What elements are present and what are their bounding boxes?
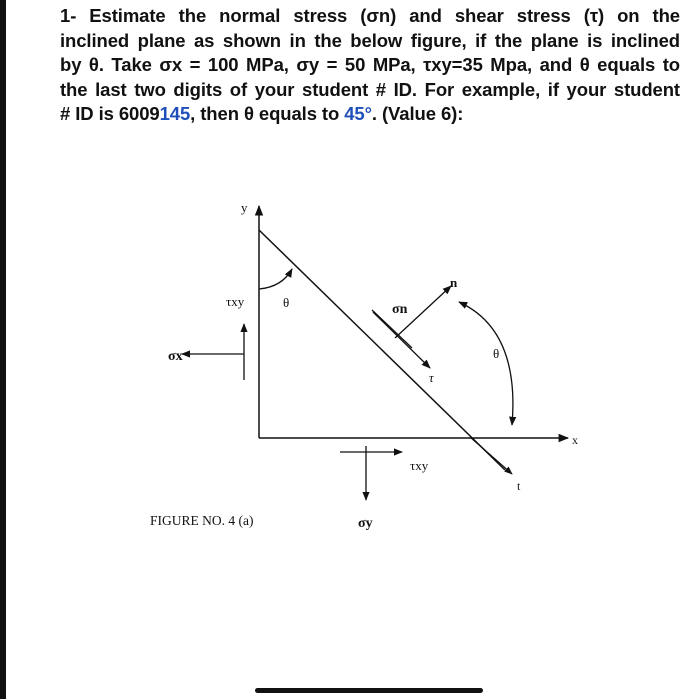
stress-figure: [0, 180, 700, 560]
theta-arc-top: [259, 269, 292, 289]
sigma-n-label: σn: [392, 302, 408, 317]
question-line-4: the last two digits of your student # ID. For example, if your student: [60, 78, 680, 100]
student-id-digits: 145: [159, 103, 191, 124]
theta-example-value: 45°: [344, 103, 372, 124]
question-text: [60, 4, 680, 127]
home-indicator[interactable]: [255, 688, 483, 693]
question-line-2: inclined plane as shown in the below figure, if the plane is inclined: [60, 29, 680, 51]
question-line-1: 1- Estimate the normal stress (σn) and shear stress (τ) on the: [60, 5, 680, 26]
figure-caption: FIGURE NO. 4 (a): [150, 513, 254, 528]
value-text: . (Value 6):: [371, 103, 464, 124]
theta-equals-text: , then θ equals to: [190, 103, 345, 124]
t-label: t: [517, 479, 521, 493]
tau-on-plane-arrow: [373, 312, 430, 368]
normal-label: n: [450, 275, 458, 290]
student-id-prefix: # ID is 6009: [60, 103, 160, 124]
theta-left-label: θ: [283, 295, 290, 310]
sigma-x-label: σx: [168, 349, 183, 364]
sigma-y-label: σy: [358, 516, 373, 531]
theta-right-label: θ: [493, 346, 500, 361]
question-line-5: [60, 102, 680, 127]
tau-on-plane-label: τ: [429, 370, 434, 385]
theta-arc-right: [459, 302, 513, 425]
inclined-plane: [259, 230, 505, 470]
x-axis-label: x: [572, 433, 578, 447]
tau-xy-bottom-label: τxy: [410, 458, 429, 473]
tau-xy-left-label: τxy: [226, 294, 245, 309]
t-direction-arrow: [470, 437, 512, 474]
y-axis-label: y: [241, 200, 248, 215]
question-line-3: by θ. Take σx = 100 MPa, σy = 50 MPa, τxy=35 Mpa, and θ equals to: [60, 54, 680, 75]
